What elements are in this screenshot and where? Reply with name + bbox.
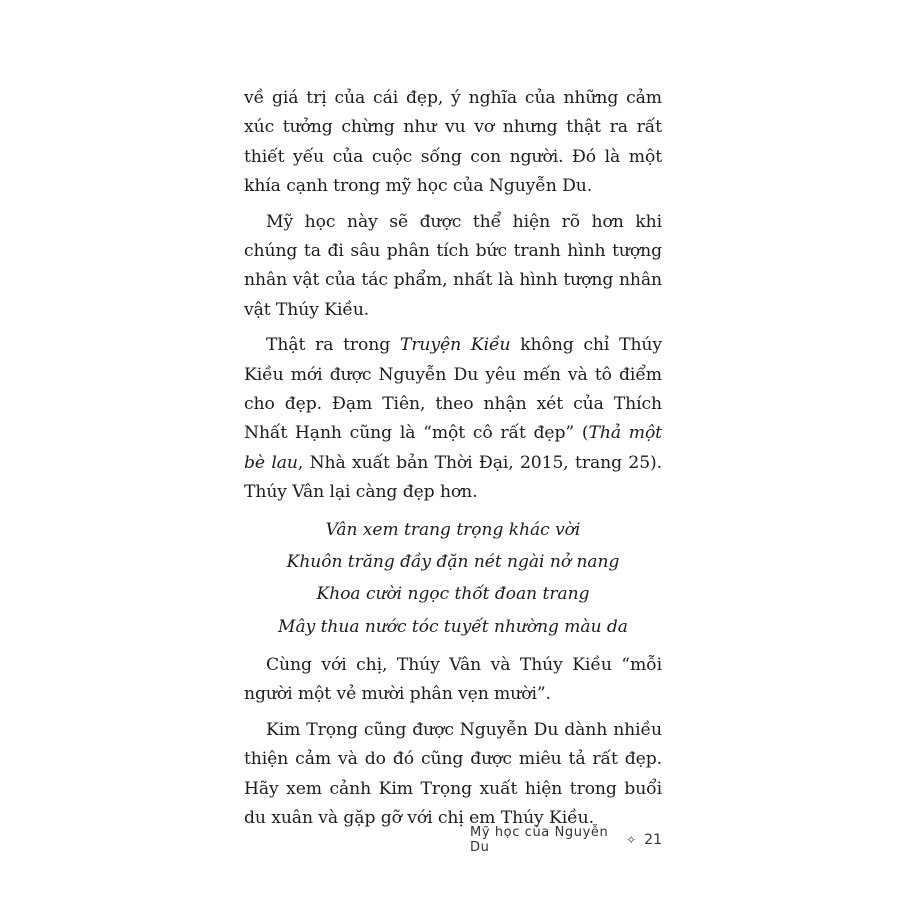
page-body [244,84,662,839]
four-point-star-ornament-icon: ✧ [626,833,637,847]
poem-quote [244,514,662,643]
poem-line: Vân xem trang trọng khác vời [325,519,581,540]
poem-line: Mây thua nước tóc tuyết nhường màu da [278,616,628,637]
page-footer [470,825,662,855]
poem-line: Khuôn trăng đầy đặn nét ngài nở nang [286,551,620,572]
running-title: Mỹ học của Nguyễn Du [470,825,609,855]
book-title-tha-mot-be-lau: Thả một bè lau [244,423,662,473]
paragraph-3-text-1: Thật ra trong [266,335,400,356]
paragraph-3 [244,331,662,507]
page-number: 21 [644,832,662,848]
book-title-truyen-kieu: Truyện Kiều [399,335,511,356]
paragraph-2: Mỹ học này sẽ được thể hiện rõ hơn khi chúng ta đi sâu phân tích bức tranh hình tượng nhân vật của tác phẩm, nhất là hình tượng nhân vật Thúy Kiều. [244,211,662,320]
paragraph-5: Kim Trọng cũng được Nguyễn Du dành nhiều thiện cảm và do đó cũng được miêu tả rất đẹp. Hãy xem cảnh Kim Trọng xuất hiện trong buổi du xuân và gặp gỡ với chị em Thúy Kiều. [244,719,662,828]
paragraph-3-text-3: , Nhà xuất bản Thời Đại, 2015, trang 25). Thúy Vân lại càng đẹp hơn. [244,452,662,503]
paragraph-3-text-2: không chỉ Thúy Kiều mới được Nguyễn Du yêu mến và tô điểm cho đẹp. Đạm Tiên, theo nhận xét của Thích Nhất Hạnh cũng là “một cô rất đẹp” ( [244,335,662,444]
poem-line: Khoa cười ngọc thốt đoan trang [316,584,590,605]
paragraph-4: Cùng với chị, Thúy Vân và Thúy Kiều “mỗi người một vẻ mười phân vẹn mười”. [244,654,662,705]
paragraph-1: về giá trị của cái đẹp, ý nghĩa của những cảm xúc tưởng chừng như vu vơ nhưng thật ra rất thiết yếu của cuộc sống con người. Đó là một khía cạnh trong mỹ học của Nguyễn Du. [244,88,662,197]
